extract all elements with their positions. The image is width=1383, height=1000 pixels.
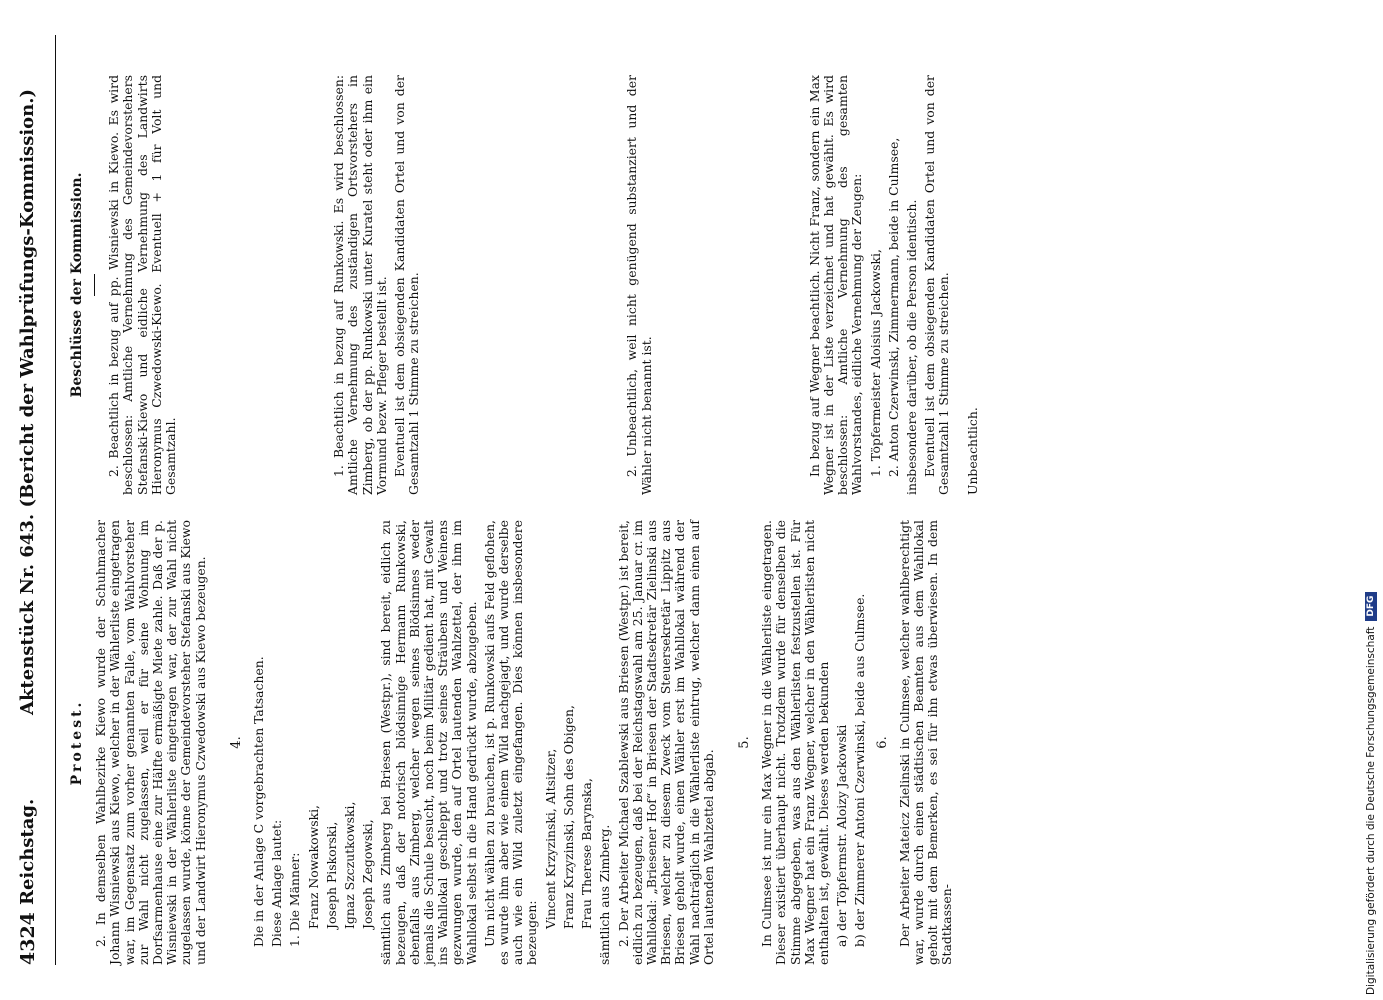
section-title: Reichstag. <box>17 798 38 905</box>
section-5-heading: 5. <box>736 736 752 749</box>
name-line: Frau Therese Barynska, <box>579 778 595 929</box>
paragraph-wisniewski: 2. In demselben Wahlbezirke Kiewo wurde der Schuhmacher Johann Wisniewski aus Kiewo, welcher in der Wählerliste eingetragen war, im Gegensatz zum vorher genannten Falle, vom Wahlvorsteher zur Wahl nicht zugelassen, weil er für seine Wohnung im Dorfsarmenhause eine zur Hälfte ermäßigte Miete zahle. Daß der p. Wisniewski in der Wählerliste eingetragen war, der zur Wahl nicht zugelassen wurde, könne der Gemeindevorsteher Stefanski aus Kiewo und der Landwirt Hieronymus Czwedowski aus Kiewo bezeugen. <box>93 520 208 965</box>
dfg-logo: DFG <box>1365 592 1377 621</box>
witness-line: 1. Töpfermeister Aloisius Jackowski, <box>867 249 883 477</box>
decision-runkowski-eventuell: Eventuell ist dem obsiegenden Kandidaten Ortel und von der Gesamtzahl 1 Stimme zu streichen. <box>392 75 422 495</box>
commission-column <box>70 75 984 495</box>
paragraph-anlage: Die in der Anlage C vorgebrachten Tatsachen. <box>251 656 267 947</box>
protest-heading: Protest. <box>69 699 85 786</box>
section-6-heading: 6. <box>874 736 890 749</box>
protest-column <box>70 520 959 965</box>
name-line: Ignaz Szczutkowski, <box>342 801 358 929</box>
commission-heading: Beschlüsse der Kommission. <box>69 172 85 398</box>
paragraph-feld: Um nicht wählen zu brauchen, ist p. Runkowski aufs Feld geflohen, es wurde ihm aber wie einem Wild nachgejagt, und wurde derselbe auch wie ein Wild zuletzt eingefangen. Dies können insbesondere bezeugen: <box>481 520 540 965</box>
paragraph-szablewski: 2. Der Arbeiter Michael Szablewski aus Briesen (Westpr.) ist bereit, eidlich zu bezeugen, daß bei der Reichstagswahl am 25. Januar cr. im Wahllokal: „Briesener Hof“ in Briesen der Stadtsekretär Zielinski aus Briesen, welcher zu diesem Zweck vom Steuersekretär Lippitz aus Briesen geholt wurde, einen Wähler erst im Wahllokal während der Wahl nachträglich in die Wählerliste eintrug, welcher dann einen auf Ortel lautenden Wahlzettel abgab. <box>615 520 716 965</box>
name-line: Joseph Zegowski, <box>360 819 376 929</box>
name-line: Joseph Piskorski, <box>323 821 339 929</box>
decision-runkowski: 1. Beachtlich in bezug auf Runkowski. Es wird beschlossen: Amtliche Vernehmung des zuständigen Ortsvorstehers in Zimberg, ob der pp. Runkowski unter Kuratel steht oder ihm ein Vormund bezw. Pfleger bestellt ist. <box>331 75 389 495</box>
credit-text: Digitalisierung gefördert durch die Deutsche Forschungsgemeinschaft <box>1365 626 1377 995</box>
witness-line: b) der Zimmerer Antoni Czerwinski, beide aus Culmsee. <box>852 593 868 947</box>
document-title: Aktenstück Nr. 643. (Bericht der Wahlprüfungs-Kommission.) <box>17 88 38 715</box>
decision-wegner-identity: insbesondere darüber, ob die Person identisch. <box>904 199 920 495</box>
name-line: Franz Krzyzinski, Sohn des Obigen, <box>560 705 576 929</box>
subheading-maenner: 1. Die Männer: <box>287 852 303 947</box>
witness-line: a) der Töpfermstr. Aloizy Jackowski <box>834 724 850 947</box>
name-line: Vincent Krzyzinski, Altsitzer, <box>542 748 558 929</box>
paragraph-zimberg: sämtlich aus Zimberg. <box>597 824 613 965</box>
digitization-credit <box>1365 5 1377 995</box>
decision-wegner: In bezug auf Wegner beachtlich. Nicht Franz, sondern ein Max Wegner ist in der Liste verzeichnet und hat gewählt. Es wird beschlossen: Amtliche Vernehmung des gesamten Wahlvorstandes, eidliche Vernehmung der Zeugen: <box>806 75 865 495</box>
rotated-page <box>15 35 1315 965</box>
decision-unbeachtlich-6: Unbeachtlich. <box>964 407 980 495</box>
decision-wegner-eventuell: Eventuell ist dem obsiegenden Kandidaten Ortel und von der Gesamtzahl 1 Stimme zu streichen. <box>922 75 952 495</box>
name-line: Franz Nowakowski, <box>305 805 321 929</box>
page-header <box>15 35 56 965</box>
witness-line: 2. Anton Czerwinski, Zimmermann, beide in Culmsee, <box>885 137 901 477</box>
section-4-heading: 4. <box>228 736 244 749</box>
decision-2: 2. Beachtlich in bezug auf pp. Wisniewski in Kiewo. Es wird beschlossen: Amtliche Vernehmung des Gemeindevorstehers Stefanski-Kiewo und eidliche Vernehmung des Landwirts Hieronymus Czwedowski-Kiewo. Eventuell + 1 für Volt und Gesamtzahl. <box>106 75 179 495</box>
paragraph-zielinski: Der Arbeiter Mateicz Zielinski in Culmsee, welcher wahlberechtigt war, wurde durch einen städtischen Beamten aus dem Wahllokal geholt mit dem Bemerken, es sei für ihn etwas überwiesen. In dem Stadtkassen- <box>896 520 955 965</box>
paragraph-anlage-lautet: Diese Anlage lautet: <box>269 819 285 947</box>
page-number: 4324 <box>17 912 39 965</box>
heading-rule <box>94 274 95 296</box>
decision-unbeachtlich-2: 2. Unbeachtlich, weil nicht genügend substanziert und der Wähler nicht benannt ist. <box>624 75 654 495</box>
paragraph-runkowski: sämtlich aus Zimberg bei Briesen (Westpr.), sind bereit, eidlich zu bezeugen, daß der notorisch blödsinnige Hermann Runkowski, ebenfalls aus Zimberg, welcher wegen seines Blödsinnes weder jemals die Schule besucht, noch beim Militär gedient hat, mit Gewalt ins Wahllokal geschleppt und trotz seines Sträubens und Weinens gezwungen wurde, den auf Ortel lautenden Wahlzettel, der ihm im Wahllokal selbst in die Hand gedrückt wurde, abzugeben. <box>378 520 479 965</box>
paragraph-wegner: In Culmsee ist nur ein Max Wegner in die Wählerliste eingetragen. Dieser existiert überhaupt nicht. Trotzdem wurde für denselben die Stimme abgegeben, was aus den Wählerlisten festzustellen ist. Für Max Wegner hat ein Franz Wegner, welcher in den Wählerlisten nicht enthalten ist, gewählt. Dieses werden bekunden <box>759 520 831 965</box>
